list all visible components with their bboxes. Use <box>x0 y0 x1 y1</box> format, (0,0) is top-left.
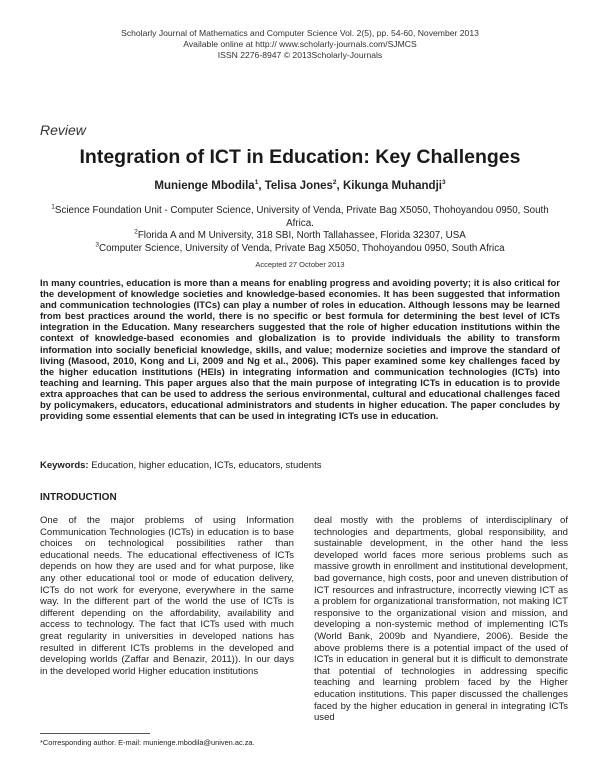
affiliation <box>40 205 560 230</box>
intro-right-column: deal mostly with the problems of interdisciplinary of technologies and departments, global responsibility, and sustainable development, in the other hand the less developed world faces more serious problems such as massive growth in enrollment and institutional development, bad governance, high costs, poor and uneven distribution of ICT resources and infrastructure, incorrectly viewing ICT as a problem for organizational transformation, not making ICT responsive to the organizational vision and mission, and developing a non-systemic method of implementing ICTs (World Bank, 2009b and Nyandiere, 2006). Beside the above problems there is a potential impact of the used of ICTs in education in general but it is difficult to demonstrate that potential of technologies in addressing specific teaching and learning problem faced by the Higher education institutions. This paper discussed the challenges faced by the higher education in general in integrating ICTs used <box>314 515 568 724</box>
author-list <box>0 180 600 192</box>
affiliation-mark: 3 <box>95 241 100 249</box>
author <box>154 180 258 192</box>
affiliation <box>40 243 560 256</box>
affiliation-mark: 1 <box>51 203 55 211</box>
affiliation-text: Computer Science, University of Venda, Private Bag X5050, Thohoyandou 0950, South Africa <box>99 242 505 254</box>
footnote-divider <box>40 733 150 734</box>
keywords-label: Keywords: <box>40 460 89 471</box>
affiliation-mark: 2 <box>134 228 138 236</box>
journal-citation: Scholarly Journal of Mathematics and Computer Science Vol. 2(5), pp. 54-60, November 2013 <box>121 28 479 38</box>
affiliation-text: Florida A and M University, 318 SBI, North Tallahassee, Florida 32307, USA <box>137 230 466 242</box>
author-affiliation-mark: 2 <box>332 179 337 187</box>
affiliation <box>40 230 560 243</box>
author-name: Telisa Jones <box>264 180 333 192</box>
author-name: Kikunga Muhandji <box>342 180 442 192</box>
journal-issn: ISSN 2276-8947 © 2013Scholarly-Journals <box>217 50 383 60</box>
keywords-text: Education, higher education, ICTs, educators, students <box>91 460 322 471</box>
author-affiliation-mark: 3 <box>441 179 446 187</box>
section-heading-introduction: INTRODUCTION <box>40 492 117 503</box>
journal-header <box>0 28 600 61</box>
author <box>337 180 446 192</box>
article-type: Review <box>40 122 86 138</box>
author <box>258 180 336 192</box>
accepted-date: Accepted 27 October 2013 <box>255 260 345 269</box>
affiliations <box>40 205 560 255</box>
affiliation-text: Science Foundation Unit - Computer Science, University of Venda, Private Bag X5050, Thohoyandou 0950, South Africa. <box>54 205 549 229</box>
paper-title: Integration of ICT in Education: Key Challenges <box>79 146 521 168</box>
keywords <box>40 460 560 471</box>
intro-left-column: One of the major problems of using Information Communication Technologies (ICTs) in education is to base choices on technological possibilities rather than educational needs. The educational effectiveness of ICTs depends on how they are used and for what purpose, like any other educational tool or mode of education delivery, ICTs do not work for everyone, everywhere in the same way. In the different part of the world the use of ICTs is different depending on the affordability, availability and access to technology. The fact that ICTs used with much great regularity in universities in developed nations has resulted in different ICTs problems in the developed and developing worlds (Zaffar and Benazir, 2011)). In our days in the developed world Higher education institutions <box>40 515 294 677</box>
author-name: Munienge Mbodila <box>154 180 255 192</box>
journal-url: Available online at http:// www.scholarly-journals.com/SJMCS <box>183 39 417 49</box>
author-affiliation-mark: 1 <box>254 179 259 187</box>
abstract: In many countries, education is more than a means for enabling progress and avoiding poverty; it is also critical for the development of knowledge societies and knowledge-based economies. It has been suggested that information and communication technologies (ITCs) can play a number of roles in education. Although lessons may be learned from best practices around the world, there is no specific or best formula for determining the best level of ICTs integration in the Education. Many researchers suggested that the role of higher education institutions within the context of knowledge-based economies and globalization is to provide individuals the ability to transform information into socially beneficial knowledge, skills, and value; modernize societies and improve the standard of living (Masood, 2010, Kong and Li, 2009 and Ng et al., 2006). This paper examined some key challenges faced by the higher education institutions (HEIs) in integrating information and communication technologies (ICTs) into teaching and learning. This paper argues also that the main purpose of integrating ICTs in education is to provide extra approaches that can be used to address the serious environmental, cultural and educational challenges faced by policymakers, educators, educational administrators and students in higher education. The paper concludes by providing some essential elements that can be used in integrating ICTs use in education. <box>40 278 560 423</box>
corresponding-author-footnote: *Corresponding author. E-mail: munienge.mbodila@univen.ac.za. <box>40 738 255 747</box>
